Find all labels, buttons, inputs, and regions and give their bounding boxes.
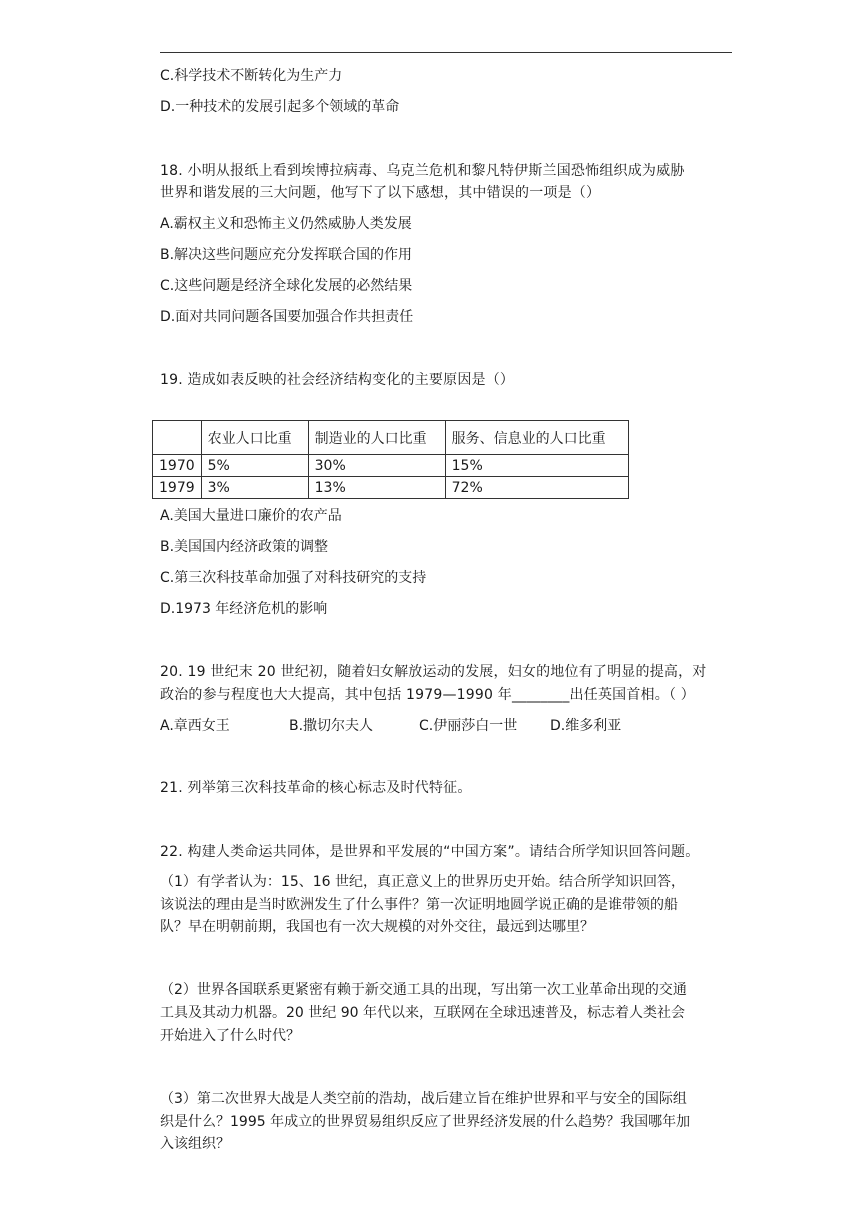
table-header-cell <box>153 421 202 455</box>
q18-option-a: A.霸权主义和恐怖主义仍然威胁人类发展 <box>160 216 412 232</box>
q19-data-table <box>152 420 629 499</box>
q22-part2-line2: 工具及其动力机器。20 世纪 90 年代以来，互联网在全球迅速普及，标志着人类社会 <box>160 1005 685 1021</box>
q19-option-d: D.1973 年经济危机的影响 <box>160 601 328 617</box>
table-row <box>153 455 629 477</box>
table-cell: 1970 <box>153 455 202 477</box>
q17-option-d: D.一种技术的发展引起多个领域的革命 <box>160 99 400 115</box>
q21-stem: 21. 列举第三次科技革命的核心标志及时代特征。 <box>160 780 472 796</box>
table-header-cell: 服务、信息业的人口比重 <box>445 421 628 455</box>
q22-part1-line1: （1）有学者认为：15、16 世纪，真正意义上的世界历史开始。结合所学知识回答， <box>160 874 685 890</box>
q20-option-b: B.撒切尔夫人 <box>289 718 374 734</box>
q20-option-d: D.维多利亚 <box>550 718 622 734</box>
q22-part1-line3: 队？早在明朝前期，我国也有一次大规模的对外交往，最远到达哪里？ <box>160 919 594 935</box>
table-header-cell: 农业人口比重 <box>201 421 308 455</box>
q18-option-b: B.解决这些问题应充分发挥联合国的作用 <box>160 247 413 263</box>
table-cell: 15% <box>445 455 628 477</box>
table-cell: 30% <box>308 455 445 477</box>
table-cell: 1979 <box>153 477 202 499</box>
table-cell: 5% <box>201 455 308 477</box>
q22-part2-line3: 开始进入了什么时代？ <box>160 1028 300 1044</box>
q22-part1-line2: 该说法的理由是当时欧洲发生了什么事件？第一次证明地圆学说正确的是谁带领的船 <box>160 897 678 913</box>
q22-part3-line3: 入该组织？ <box>160 1136 230 1152</box>
q20-option-a: A.章西女王 <box>160 718 230 734</box>
table-cell: 3% <box>201 477 308 499</box>
q18-stem-line2: 世界和谐发展的三大问题，他写下了以下感想，其中错误的一项是（） <box>160 185 601 201</box>
table-cell: 72% <box>445 477 628 499</box>
table-cell: 13% <box>308 477 445 499</box>
q18-stem-line1: 18. 小明从报纸上看到埃博拉病毒、乌克兰危机和黎凡特伊斯兰国恐怖组织成为威胁 <box>160 163 685 179</box>
q18-option-d: D.面对共同问题各国要加强合作共担责任 <box>160 309 414 325</box>
q20-option-c: C.伊丽莎白一世 <box>419 718 518 734</box>
table-row <box>153 477 629 499</box>
header-rule <box>160 52 732 53</box>
q19-stem: 19. 造成如表反映的社会经济结构变化的主要原因是（） <box>160 372 515 388</box>
q22-part3-line2: 织是什么？1995 年成立的世界贸易组织反应了世界经济发展的什么趋势？我国哪年加 <box>160 1114 691 1130</box>
q20-stem-line2: 政治的参与程度也大大提高，其中包括 1979—1990 年________出任英国首相。（ ） <box>160 687 696 703</box>
q22-part3-line1: （3）第二次世界大战是人类空前的浩劫，战后建立旨在维护世界和平与安全的国际组 <box>160 1091 687 1107</box>
q18-option-c: C.这些问题是经济全球化发展的必然结果 <box>160 278 413 294</box>
q17-option-c: C.科学技术不断转化为生产力 <box>160 68 343 84</box>
q19-option-b: B.美国国内经济政策的调整 <box>160 539 329 555</box>
table-header-row <box>153 421 629 455</box>
table-header-cell: 制造业的人口比重 <box>308 421 445 455</box>
q20-stem-line1: 20. 19 世纪末 20 世纪初，随着妇女解放运动的发展，妇女的地位有了明显的提高，对 <box>160 664 707 680</box>
q22-stem: 22. 构建人类命运共同体，是世界和平发展的“中国方案”。请结合所学知识回答问题。 <box>160 844 700 860</box>
q19-option-c: C.第三次科技革命加强了对科技研究的支持 <box>160 570 427 586</box>
q22-part2-line1: （2）世界各国联系更紧密有赖于新交通工具的出现，写出第一次工业革命出现的交通 <box>160 982 687 998</box>
q19-option-a: A.美国大量进口廉价的农产品 <box>160 508 342 524</box>
